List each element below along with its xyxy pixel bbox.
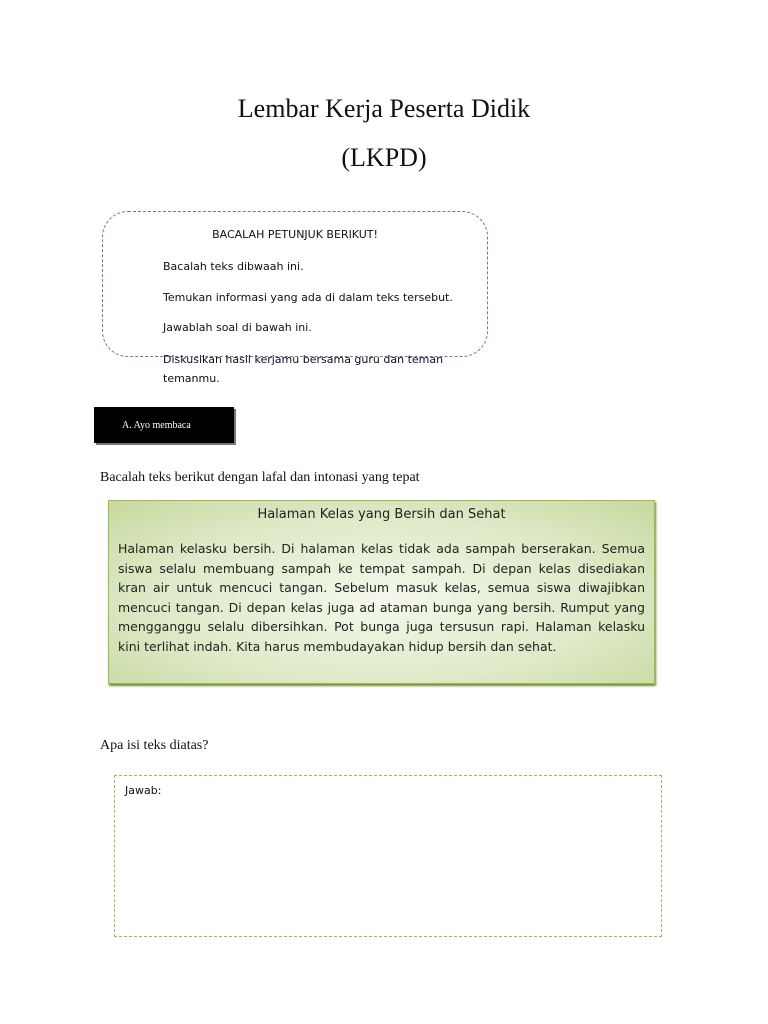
question-prompt: Apa isi teks diatas? <box>100 738 209 753</box>
page-subtitle: (LKPD) <box>341 143 427 172</box>
answer-label: Jawab: <box>125 784 162 797</box>
instruction-item: Temukan informasi yang ada di dalam teks tersebut. <box>163 291 453 304</box>
instruction-item: Bacalah teks dibwaah ini. <box>163 260 304 273</box>
reading-text-box <box>108 500 655 684</box>
instruction-item: Jawablah soal di bawah ini. <box>163 321 312 334</box>
instruction-item: Diskusikan hasil kerjamu bersama guru dan teman temanmu. <box>163 353 444 385</box>
section-label-text: A. Ayo membaca <box>122 419 191 431</box>
reading-prompt: Bacalah teks berikut dengan lafal dan intonasi yang tepat <box>100 470 420 485</box>
answer-box[interactable] <box>114 775 662 937</box>
reading-text: Halaman kelasku bersih. Di halaman kelas tidak ada sampah berserakan. Semua siswa selalu membuang sampah ke tempat sampah. Di depan kelas disediakan kran air untuk mencuci tangan. Sebelum masuk kelas, semua siswa diwajibkan mencuci tangan. Di depan kelas juga ad ataman bunga yang bersih. Rumput yang mengganggu selalu dibersihkan. Pot bunga juga tersusun rapi. Halaman kelasku kini terlihat indah. Kita harus membudayakan hidup bersih dan sehat. <box>118 541 645 654</box>
instructions-heading: BACALAH PETUNJUK BERIKUT! <box>212 228 378 241</box>
section-label <box>94 407 234 443</box>
page-title: Lembar Kerja Peserta Didik <box>237 94 531 123</box>
reading-title: Halaman Kelas yang Bersih dan Sehat <box>257 507 506 522</box>
